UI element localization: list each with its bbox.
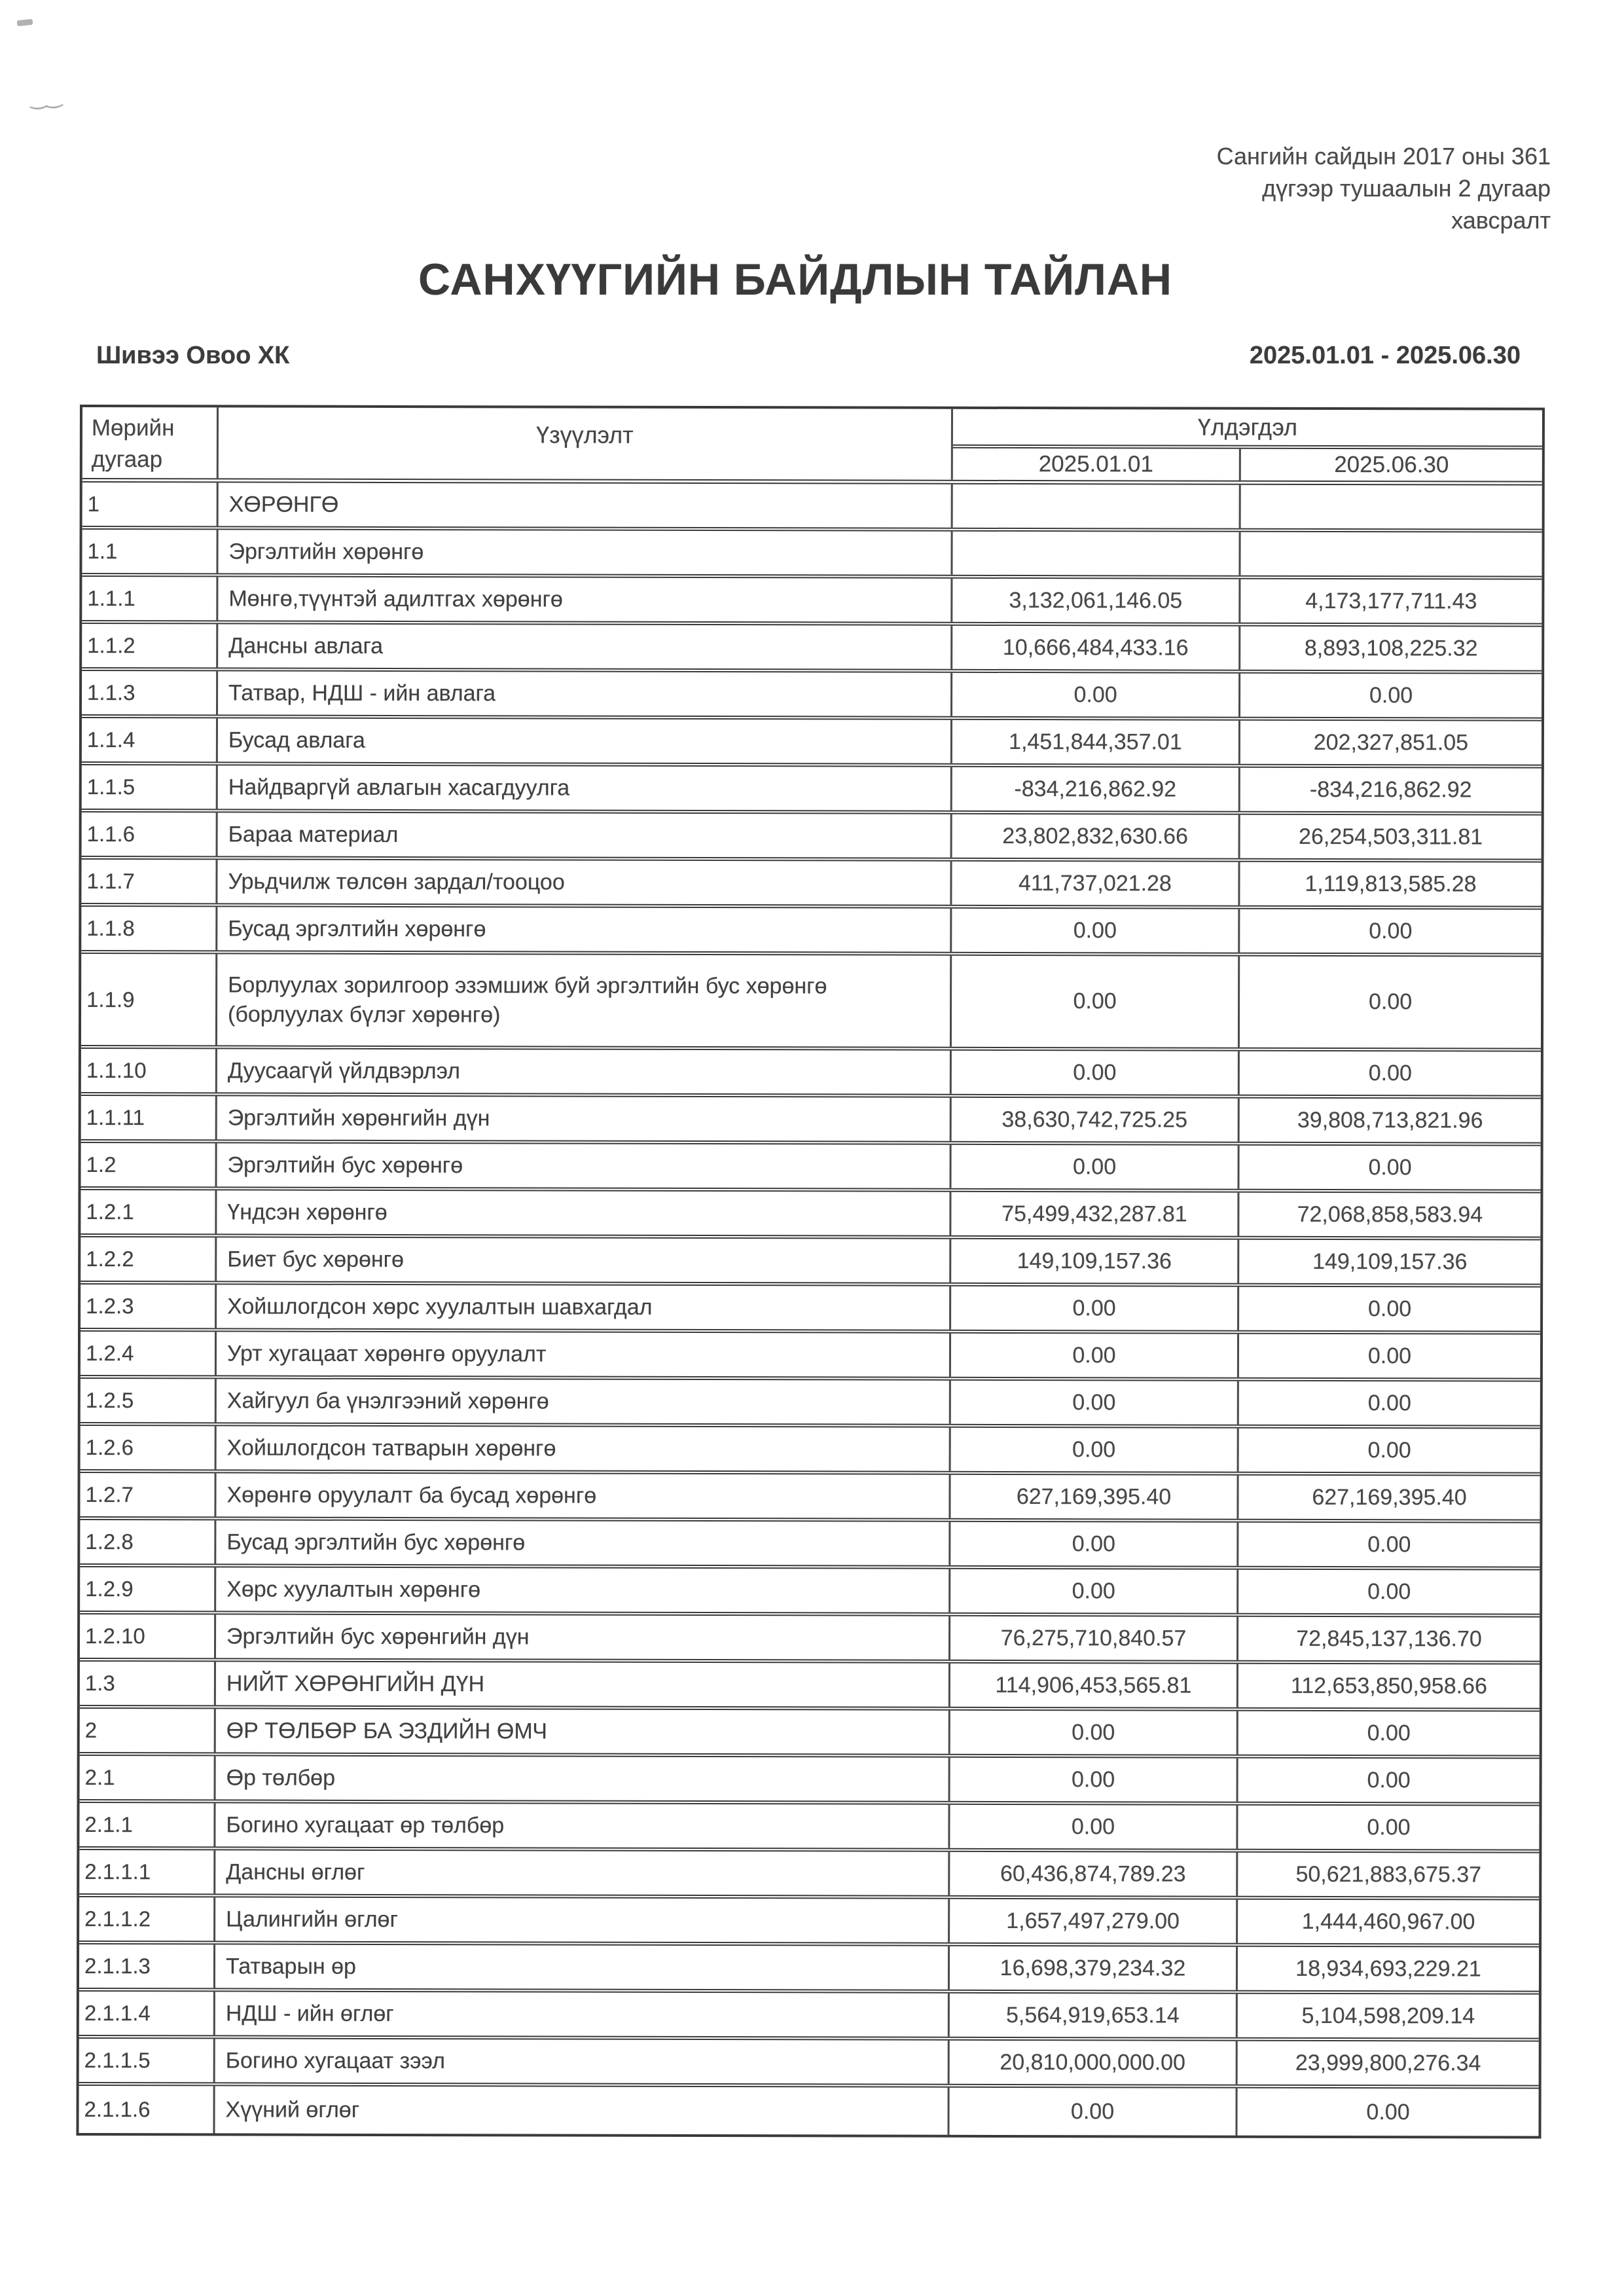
- page-title: САНХҮҮГИЙН БАЙДЛЫН ТАЙЛАН: [418, 255, 1173, 304]
- row-value-end: 0.00: [1367, 1720, 1411, 1745]
- row-label: Хөрс хуулалтын хөрөнгө: [216, 1567, 950, 1612]
- row-value-end: 0.00: [1367, 1814, 1411, 1840]
- table-row: [80, 1473, 1540, 1523]
- row-value-start: 1,451,844,357.01: [952, 720, 1240, 764]
- row-label: Биет бус хөрөнгө: [217, 1237, 951, 1282]
- row-number: 2.1.1.4: [79, 1992, 215, 2035]
- row-label: Хайгуул ба үнэлгээний хөрөнгө: [217, 1379, 951, 1423]
- table-row: [81, 907, 1541, 957]
- header-balance-dates: [953, 448, 1542, 481]
- row-value-start: 0.00: [949, 2088, 1237, 2136]
- row-value-start: 0.00: [952, 909, 1240, 953]
- table-row: [82, 483, 1542, 533]
- row-value-start: 0.00: [951, 1286, 1239, 1330]
- row-value-end: 72,068,858,583.94: [1297, 1201, 1483, 1227]
- table-body: [79, 483, 1542, 2136]
- row-value-end: 0.00: [1368, 1060, 1413, 1085]
- table-row: [81, 1332, 1540, 1382]
- row-value-start: 20,810,000,000.00: [950, 2041, 1238, 2085]
- row-value-start: 5,564,919,653.14: [950, 1994, 1238, 2037]
- table-row: [80, 1614, 1540, 1665]
- row-value-end: 1,444,460,967.00: [1301, 1908, 1475, 1934]
- row-value-start: 0.00: [950, 1758, 1238, 1802]
- row-number: 1.2.6: [81, 1426, 217, 1469]
- table-row: [79, 2086, 1538, 2136]
- row-number: 1.1.8: [81, 907, 217, 950]
- row-label: Дуусаагүй үйлдвэрлэл: [217, 1049, 952, 1093]
- table-row: [82, 812, 1542, 863]
- row-number: 2.1.1.1: [79, 1850, 215, 1893]
- header-row-number: [82, 407, 219, 478]
- row-value-start: 0.00: [952, 673, 1240, 717]
- row-value-start: [952, 532, 1240, 575]
- row-label: Богино хугацаат өр төлбөр: [215, 1803, 950, 1848]
- row-value-end: 4,173,177,711.43: [1305, 588, 1477, 613]
- row-value-start: 0.00: [952, 1051, 1240, 1095]
- header-indicator: Үзүүлэлт: [219, 407, 953, 479]
- row-number: 1.1.11: [81, 1096, 217, 1139]
- row-label: Хөрөнгө оруулалт ба бусад хөрөнгө: [216, 1473, 950, 1518]
- row-label: Найдваргүй авлагын хасагдуулга: [218, 765, 952, 810]
- row-number: 1.1.5: [82, 765, 218, 809]
- table-row: [82, 624, 1542, 674]
- row-value-start: 38,630,742,725.25: [952, 1098, 1240, 1142]
- row-label: Урьдчилж төлсөн зардал/тооцоо: [217, 860, 952, 904]
- row-value-start: 0.00: [951, 1334, 1239, 1377]
- table-row: [82, 577, 1542, 627]
- row-number: 1.1: [82, 530, 218, 573]
- row-value-end: -834,216,862.92: [1309, 776, 1472, 802]
- company-name: Шивээ Овоо ХК: [96, 342, 290, 369]
- table-row: [81, 1190, 1540, 1241]
- row-label: Эргэлтийн хөрөнгийн дүн: [217, 1096, 952, 1140]
- row-value-end: 0.00: [1368, 1154, 1412, 1180]
- row-number: 2.1.1.5: [79, 2039, 215, 2082]
- row-value-end: 50,621,883,675.37: [1295, 1861, 1482, 1887]
- row-number: 1.1.10: [81, 1049, 217, 1092]
- row-label: Эргэлтийн хөрөнгө: [218, 530, 952, 574]
- row-label: Борлуулах зорилгоор эзэмшиж буй эргэлтийн бус хөрөнгө (борлуулах бүлэг хөрөнгө): [217, 954, 952, 1046]
- row-number: 1.1.6: [82, 812, 218, 856]
- row-value-start: 10,666,484,433.16: [952, 626, 1240, 670]
- row-number: 2.1.1.2: [79, 1897, 215, 1941]
- row-number: 2.1.1.6: [79, 2086, 215, 2133]
- row-label: Үндсэн хөрөнгө: [217, 1190, 951, 1235]
- row-number: 1.2.3: [81, 1285, 217, 1328]
- row-value-end: 0.00: [1367, 1578, 1411, 1604]
- table-row: [80, 1756, 1540, 1806]
- report-period: 2025.01.01 - 2025.06.30: [1249, 342, 1521, 369]
- row-value-start: 149,109,157.36: [951, 1239, 1239, 1283]
- row-number: 1.2.2: [81, 1237, 217, 1281]
- row-value-end: 72,845,137,136.70: [1296, 1626, 1482, 1651]
- row-label: Цалингийн өглөг: [215, 1897, 950, 1942]
- row-number: 2.1.1: [79, 1803, 215, 1846]
- table-row: [80, 1520, 1540, 1571]
- row-number: 1.2.8: [80, 1520, 216, 1563]
- table-row: [79, 1850, 1539, 1901]
- scan-artifact: ‿‿: [29, 86, 63, 110]
- row-label: Эргэлтийн бус хөрөнгийн дүн: [216, 1614, 950, 1659]
- row-label: Мөнгө,түүнтэй адилтгах хөрөнгө: [218, 577, 952, 621]
- balance-sheet-table: [76, 405, 1545, 2139]
- row-number: 1.3: [80, 1662, 216, 1705]
- row-value-start: 114,906,453,565.81: [950, 1664, 1238, 1707]
- row-label: НИЙТ ХӨРӨНГИЙН ДҮН: [216, 1662, 950, 1706]
- table-row: [82, 671, 1542, 721]
- row-label: Дансны авлага: [218, 624, 952, 668]
- row-value-end: 0.00: [1369, 918, 1413, 943]
- table-row: [81, 1285, 1540, 1335]
- header-balance: Үлдэгдэл: [953, 409, 1542, 450]
- row-value-end: 112,653,850,958.66: [1290, 1673, 1487, 1699]
- row-value-start: 0.00: [950, 1569, 1238, 1613]
- table-row: [80, 1662, 1540, 1712]
- table-row: [81, 860, 1541, 910]
- row-value-end: 0.00: [1367, 1437, 1411, 1463]
- header-row-number-line1: Мөрийн: [91, 415, 175, 441]
- row-label: Хүүний өглөг: [215, 2086, 949, 2134]
- table-row: [81, 954, 1541, 1052]
- row-value-start: 3,132,061,146.05: [952, 579, 1240, 623]
- row-label: Эргэлтийн бус хөрөнгө: [217, 1143, 951, 1188]
- table-row: [79, 1803, 1539, 1853]
- row-value-start: 0.00: [950, 1711, 1238, 1755]
- table-row: [82, 530, 1542, 580]
- row-value-start: 0.00: [951, 1381, 1239, 1425]
- row-number: 1.1.2: [82, 624, 218, 667]
- row-number: 1.2: [81, 1143, 217, 1186]
- row-value-start: 411,737,021.28: [952, 862, 1240, 905]
- row-number: 1.1.7: [81, 860, 217, 903]
- table-row: [80, 1709, 1540, 1759]
- row-value-end: 18,934,693,229.21: [1295, 1956, 1481, 1981]
- row-label: Хойшлогдсон хөрс хуулалтын шавхагдал: [217, 1285, 951, 1329]
- row-value-end: 202,327,851.05: [1313, 729, 1469, 755]
- row-number: 1.2.5: [81, 1379, 217, 1422]
- row-label: Урт хугацаат хөрөнгө оруулалт: [217, 1332, 951, 1376]
- row-value-start: 0.00: [952, 956, 1240, 1048]
- row-value-end: 0.00: [1367, 1767, 1411, 1793]
- row-number: 1.1.3: [82, 671, 218, 714]
- row-value-start: 0.00: [950, 1805, 1238, 1849]
- table-row: [79, 1944, 1539, 1995]
- table-row: [79, 2039, 1539, 2089]
- table-row: [80, 1567, 1540, 1618]
- row-value-start: 627,169,395.40: [950, 1475, 1238, 1519]
- table-row: [82, 765, 1542, 816]
- row-number: 1.2.7: [80, 1473, 216, 1516]
- row-number: 1.2.4: [81, 1332, 217, 1375]
- row-value-end: 5,104,598,209.14: [1301, 2003, 1475, 2028]
- row-value-start: [953, 484, 1241, 528]
- header-period-end: 2025.06.30: [1334, 452, 1449, 478]
- row-label: Өр төлбөр: [216, 1756, 950, 1800]
- row-number: 2.1: [80, 1756, 216, 1799]
- row-value-end: 0.00: [1367, 1343, 1412, 1368]
- header-period-start: 2025.01.01: [953, 448, 1241, 481]
- row-value-start: 0.00: [950, 1522, 1238, 1566]
- row-value-start: 1,657,497,279.00: [950, 1899, 1238, 1943]
- row-label: Бусад эргэлтийн бус хөрөнгө: [216, 1520, 950, 1565]
- row-value-end: 8,893,108,225.32: [1304, 635, 1478, 661]
- row-value-end: 149,109,157.36: [1312, 1248, 1468, 1274]
- row-number: 1: [82, 483, 219, 526]
- row-label: Бараа материал: [218, 812, 952, 857]
- row-value-end: 0.00: [1367, 1296, 1412, 1321]
- row-label: Хойшлогдсон татварын хөрөнгө: [217, 1426, 951, 1470]
- row-value-end: 23,999,800,276.34: [1295, 2050, 1481, 2075]
- row-value-start: 60,436,874,789.23: [950, 1852, 1238, 1896]
- row-value-end: 627,169,395.40: [1312, 1484, 1467, 1510]
- scan-artifact: [17, 19, 33, 26]
- appendix-line-1: Сангийн сайдын 2017 оны 361: [1216, 143, 1551, 170]
- row-value-start: 23,802,832,630.66: [952, 814, 1240, 858]
- table-row: [79, 1992, 1539, 2042]
- row-value-end: 0.00: [1366, 2099, 1410, 2124]
- table-row: [81, 1049, 1541, 1099]
- row-value-start: 0.00: [951, 1145, 1239, 1189]
- row-value-end: 39,808,713,821.96: [1297, 1107, 1483, 1133]
- row-label: НДШ - ийн өглөг: [215, 1992, 950, 2036]
- appendix-note: [1217, 140, 1551, 236]
- header-row-number-line2: дугаар: [91, 446, 163, 473]
- row-number: 1.2.10: [80, 1614, 216, 1658]
- row-label: Татварын өр: [215, 1944, 950, 1989]
- appendix-line-3: хавсралт: [1451, 207, 1551, 234]
- row-label: ХӨРӨНГӨ: [219, 483, 953, 527]
- row-label: Дансны өглөг: [215, 1850, 950, 1895]
- row-value-start: 16,698,379,234.32: [950, 1946, 1238, 1990]
- row-value-end: [1241, 485, 1542, 529]
- table-row: [81, 1379, 1540, 1429]
- table-row: [81, 1096, 1541, 1146]
- row-value-start: 75,499,432,287.81: [951, 1192, 1239, 1236]
- row-number: 2: [80, 1709, 216, 1752]
- row-number: 1.1.9: [81, 954, 217, 1045]
- row-value-end: 26,254,503,311.81: [1299, 824, 1483, 849]
- table-header: [82, 407, 1542, 486]
- table-row: [79, 1897, 1539, 1948]
- table-row: [81, 1426, 1540, 1476]
- row-label: Богино хугацаат зээл: [215, 2039, 950, 2083]
- row-value-start: 0.00: [951, 1428, 1239, 1472]
- row-value-end: 0.00: [1367, 1390, 1411, 1415]
- row-number: 2.1.1.3: [79, 1944, 215, 1988]
- row-number: 1.2.9: [80, 1567, 216, 1611]
- row-value-end: 0.00: [1368, 989, 1413, 1015]
- row-value-end: [1240, 532, 1542, 576]
- appendix-line-2: дүгээр тушаалын 2 дугаар: [1262, 175, 1551, 202]
- row-value-end: 1,119,813,585.28: [1305, 871, 1477, 896]
- row-label: ӨР ТӨЛБӨР БА ЭЗДИЙН ӨМЧ: [216, 1709, 950, 1753]
- table-row: [82, 718, 1542, 769]
- row-value-end: 0.00: [1367, 1531, 1411, 1557]
- row-value-start: -834,216,862.92: [952, 767, 1240, 811]
- table-row: [81, 1143, 1540, 1194]
- row-number: 1.1.1: [82, 577, 218, 620]
- row-label: Бусад авлага: [218, 718, 952, 763]
- row-value-end: 0.00: [1369, 682, 1413, 708]
- table-row: [81, 1237, 1540, 1288]
- header-balance-group: [953, 409, 1542, 481]
- row-number: 1.1.4: [82, 718, 218, 761]
- row-label: Татвар, НДШ - ийн авлага: [218, 671, 952, 716]
- row-label: Бусад эргэлтийн хөрөнгө: [217, 907, 952, 951]
- row-number: 1.2.1: [81, 1190, 217, 1233]
- row-value-start: 76,275,710,840.57: [950, 1616, 1238, 1660]
